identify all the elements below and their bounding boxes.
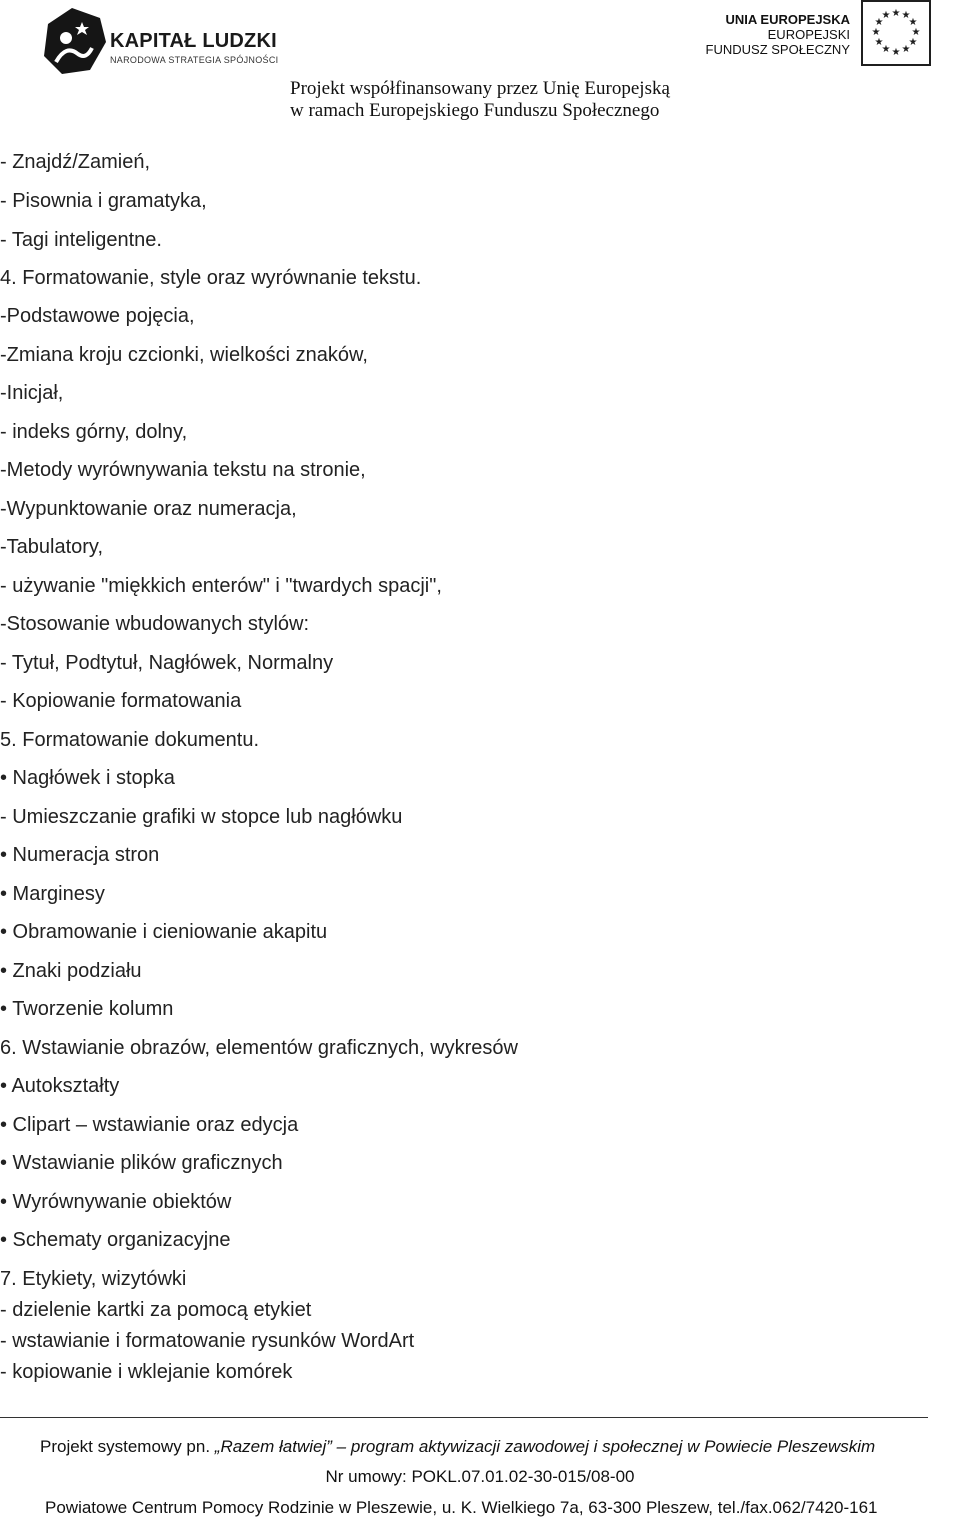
eu-flag-icon	[861, 0, 931, 66]
body-line: -Tabulatory,	[0, 536, 104, 558]
svg-text:★: ★	[871, 27, 881, 38]
svg-text:★: ★	[881, 44, 891, 55]
footer-contract: Nr umowy: POKL.07.01.02-30-015/08-00	[325, 1467, 635, 1486]
body-line: • Numeracja stron	[0, 844, 160, 866]
body-line: -Zmiana kroju czcionki, wielkości znaków,	[0, 344, 368, 366]
cofinance-line2: w ramach Europejskiego Funduszu Społecznego	[290, 100, 660, 121]
body-line: -Inicjał,	[0, 382, 64, 404]
body-line: - Znajdź/Zamień,	[0, 151, 151, 173]
svg-text:★: ★	[881, 10, 891, 21]
cofinance-statement	[290, 78, 670, 122]
cofinance-line1: Projekt współfinansowany przez Unię Europejską	[290, 78, 670, 99]
body-line: - używanie "miękkich enterów" i "twardych spacji",	[0, 575, 442, 597]
body-line: • Wstawianie plików graficznych	[0, 1152, 283, 1174]
svg-text:★: ★	[908, 17, 918, 28]
svg-text:★: ★	[908, 37, 918, 48]
eu-logo	[705, 0, 960, 70]
body-line: - kopiowanie i wklejanie komórek	[0, 1361, 293, 1383]
footer-project	[40, 1437, 875, 1457]
body-line: -Wypunktowanie oraz numeracja,	[0, 498, 297, 520]
body-line: 5. Formatowanie dokumentu.	[0, 729, 260, 751]
kapital-ludzki-logo	[42, 8, 292, 74]
body-line: 4. Formatowanie, style oraz wyrównanie tekstu.	[0, 267, 422, 289]
body-line: - Tytuł, Podtytuł, Nagłówek, Normalny	[0, 652, 334, 674]
footer-divider	[0, 1417, 928, 1418]
svg-text:★: ★	[874, 37, 884, 48]
brand-subtitle: NARODOWA STRATEGIA SPÓJNOŚCI	[110, 55, 279, 65]
footer-project-name: „Razem łatwiej” – program aktywizacji zawodowej i społecznej w Powiecie Pleszewskim	[214, 1437, 876, 1456]
svg-text:★: ★	[901, 44, 911, 55]
body-line: • Clipart – wstawianie oraz edycja	[0, 1114, 299, 1136]
footer-project-prefix: Projekt systemowy pn.	[40, 1437, 215, 1456]
eu-logo-line2: EUROPEJSKI	[767, 27, 850, 42]
body-line: - indeks górny, dolny,	[0, 421, 188, 443]
body-line: • Tworzenie kolumn	[0, 998, 174, 1020]
eu-logo-line3: FUNDUSZ SPOŁECZNY	[705, 42, 850, 57]
body-line: • Wyrównywanie obiektów	[0, 1191, 232, 1213]
body-line: - dzielenie kartki za pomocą etykiet	[0, 1299, 312, 1321]
body-line: - Kopiowanie formatowania	[0, 690, 242, 712]
kapital-ludzki-emblem-icon	[42, 8, 106, 74]
body-line: - wstawianie i formatowanie rysunków WordArt	[0, 1330, 415, 1352]
brand-name: KAPITAŁ LUDZKI	[110, 30, 277, 52]
body-line: -Podstawowe pojęcia,	[0, 305, 195, 327]
body-line: • Autokształty	[0, 1075, 120, 1097]
body-line: 7. Etykiety, wizytówki	[0, 1268, 187, 1290]
body-line: • Znaki podziału	[0, 960, 142, 982]
body-line: 6. Wstawianie obrazów, elementów graficznych, wykresów	[0, 1037, 518, 1059]
footer-address: Powiatowe Centrum Pomocy Rodzinie w Pleszewie, u. K. Wielkiego 7a, 63-300 Pleszew, tel./fax.062/7420-161	[45, 1498, 878, 1517]
body-line: • Marginesy	[0, 883, 105, 905]
svg-text:★: ★	[874, 17, 884, 28]
svg-text:★: ★	[891, 8, 901, 19]
svg-text:★: ★	[891, 47, 901, 58]
svg-text:★: ★	[911, 27, 921, 38]
body-line: • Nagłówek i stopka	[0, 767, 175, 789]
body-line: • Schematy organizacyjne	[0, 1229, 231, 1251]
body-line: • Obramowanie i cieniowanie akapitu	[0, 921, 328, 943]
body-line: - Tagi inteligentne.	[0, 229, 162, 251]
body-line: -Stosowanie wbudowanych stylów:	[0, 613, 310, 635]
body-line: - Pisownia i gramatyka,	[0, 190, 207, 212]
body-line: -Metody wyrównywania tekstu na stronie,	[0, 459, 366, 481]
svg-text:★: ★	[901, 10, 911, 21]
body-line: - Umieszczanie grafiki w stopce lub nagłówku	[0, 806, 403, 828]
eu-logo-line1: UNIA EUROPEJSKA	[725, 12, 850, 27]
